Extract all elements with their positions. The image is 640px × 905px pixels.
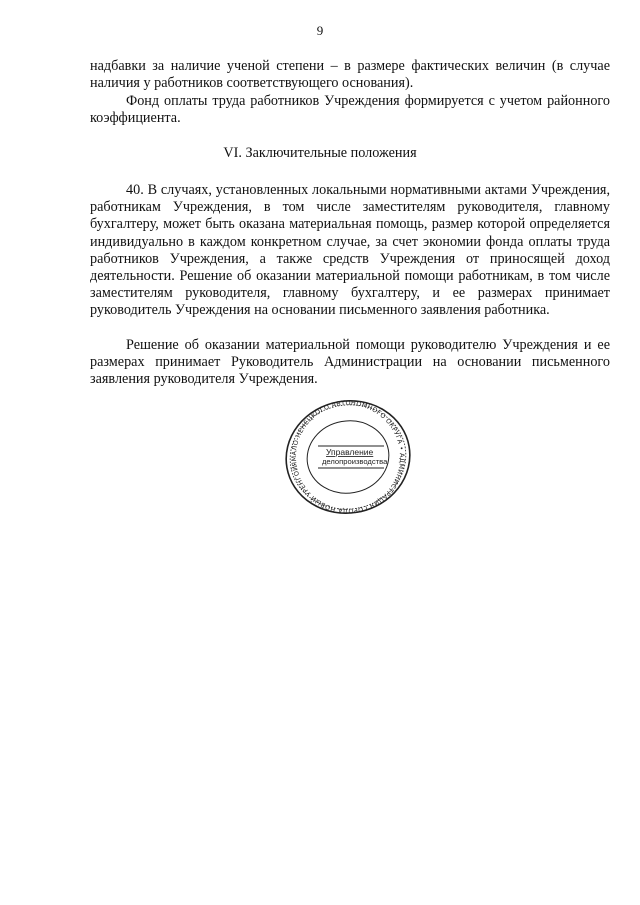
seal-center-line1: Управление [326,447,374,457]
page-number: 9 [316,23,324,38]
seal-center-line2: делопроизводства [322,457,388,466]
paragraph-40-material-aid: 40. В случаях, установленных локальными нормативными актами Учреждения, работникам Учреждения, в том числе заместителям руководителя, главному бухгалтеру, может быть оказана материальная помощь, размер которой определяется индивидуально в каждом конкретном случае, за счет экономии фонда оплаты труда работников Учреждения, а также средств Учреждения от приносящей доход деятельности. Решение об оказании материальной помощи работникам, в том числе заместителям руководителя, главному бухгалтеру, и ее размерах принимает руководитель Учреждения на основании письменного заявления работника. [90,182,610,319]
paragraph-payroll-fund: Фонд оплаты труда работников Учреждения формируется с учетом районного коэффициента. [90,93,610,127]
section-heading: VI. Заключительные положения [223,145,417,161]
seal-ring-textpath: ЯМАЛО-НЕНЕЦКОГО АВТОНОМНОГО ОКРУГА • АДМИНИСТРАЦИЯ ГОРОДА НОВЫЙ УРЕНГОЙ [289,398,407,516]
seal-graphic [278,398,418,516]
official-seal-stamp [278,398,418,516]
paragraph-director-aid: Решение об оказании материальной помощи руководителю Учреждения и ее размерах принимает Руководитель Администрации на основании письменного заявления руководителя Учреждения. [90,337,610,388]
paragraph-allowance: надбавки за наличие ученой степени – в размере фактических величин (в случае наличия у работников соответствующего основания). [90,58,610,92]
